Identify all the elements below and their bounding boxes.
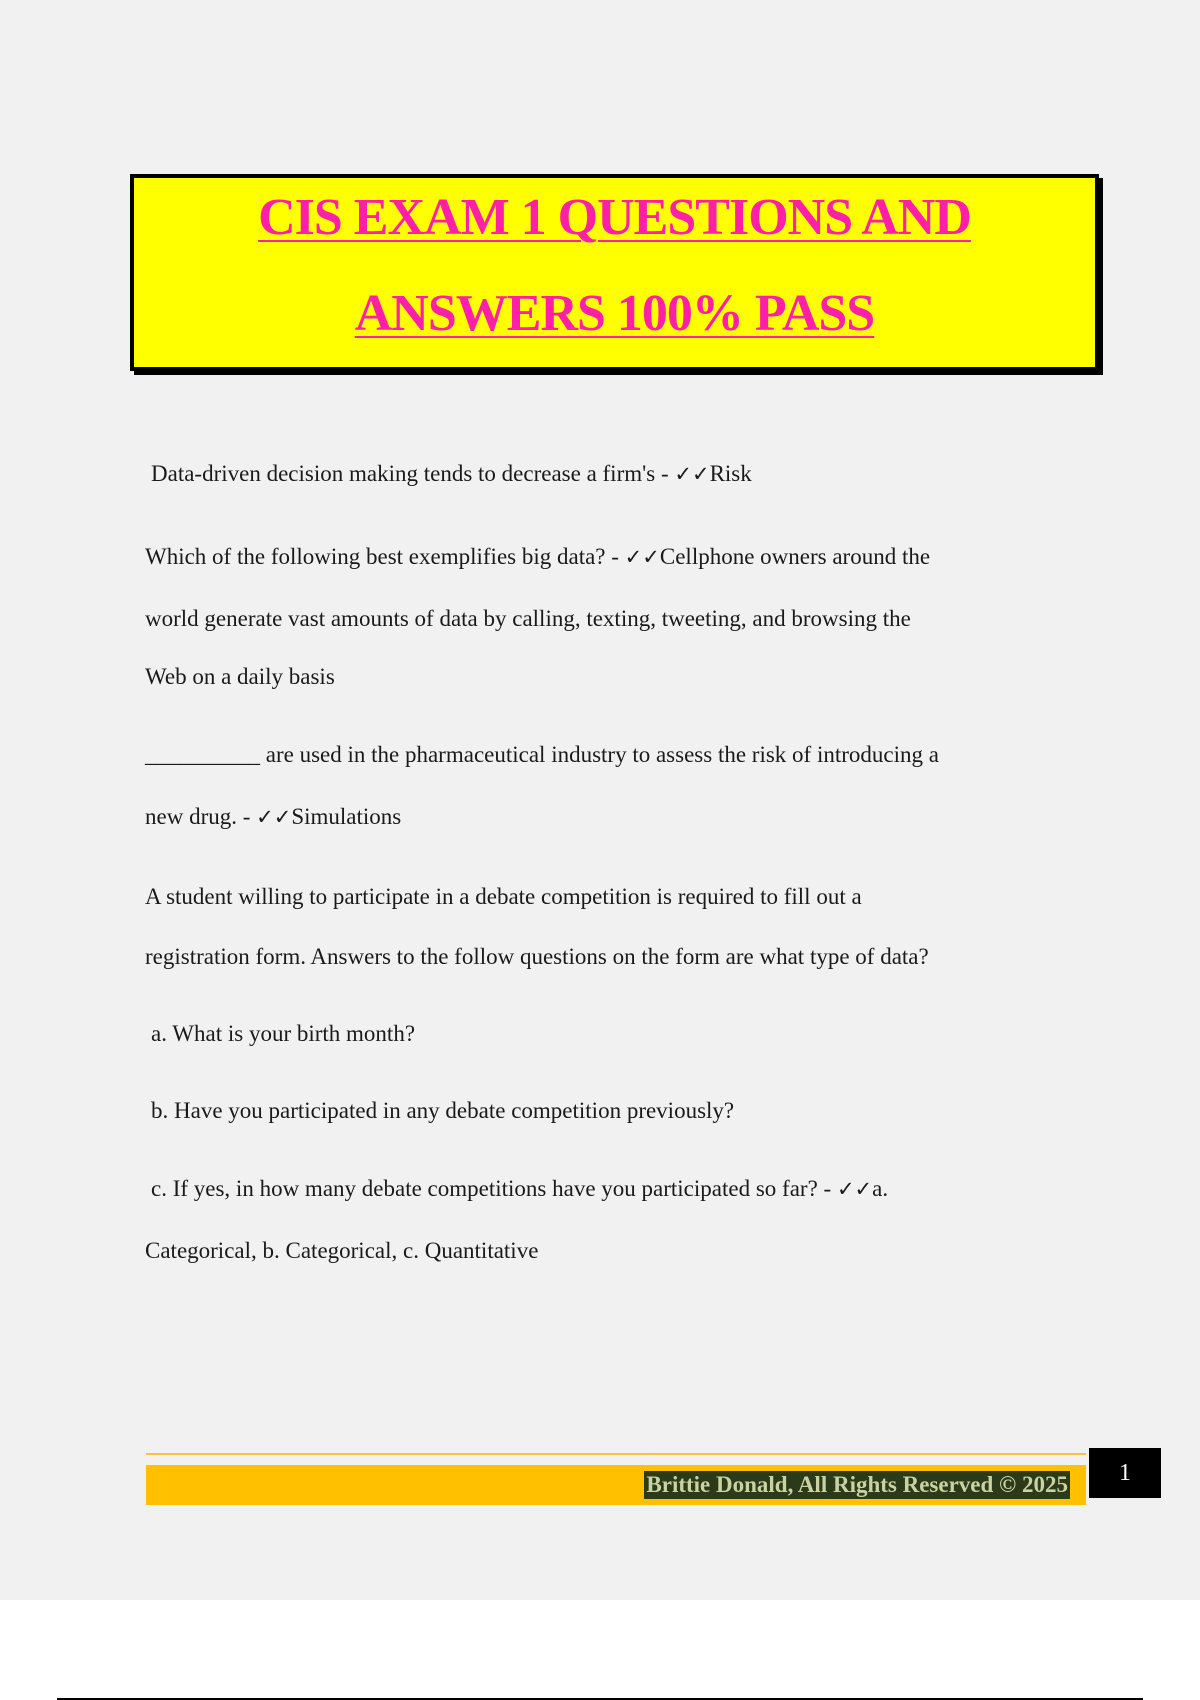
page-number: 1 xyxy=(1089,1448,1161,1498)
question-2-line-2: world generate vast amounts of data by calling, texting, tweeting, and browsing the xyxy=(145,606,911,631)
title-line-1: CIS EXAM 1 QUESTIONS AND xyxy=(258,189,971,246)
answer-4-start: a. xyxy=(872,1176,889,1201)
question-4-option-c-text: c. If yes, in how many debate competitions have you participated so far? - xyxy=(151,1176,837,1201)
footer-band xyxy=(146,1465,1086,1505)
answer-2-start: Cellphone owners around the xyxy=(659,544,931,569)
question-4-option-b: b. Have you participated in any debate competition previously? xyxy=(151,1098,735,1123)
check-icon: ✓✓ xyxy=(624,545,660,569)
title-line-2: ANSWERS 100% PASS xyxy=(354,285,875,342)
copyright-text: Brittie Donald, All Rights Reserved © 2025 xyxy=(646,1472,1068,1497)
check-icon: ✓✓ xyxy=(674,462,710,486)
question-2-text: Which of the following best exemplifies big data? - xyxy=(145,544,625,569)
check-icon: ✓✓ xyxy=(256,805,292,829)
answer-3: Simulations xyxy=(291,804,402,829)
question-1-text: Data-driven decision making tends to decrease a firm's - xyxy=(151,461,675,486)
footer-rule xyxy=(146,1453,1086,1455)
check-icon: ✓✓ xyxy=(836,1177,873,1201)
question-2-line-3: Web on a daily basis xyxy=(145,664,335,689)
question-4-line-1: A student willing to participate in a debate competition is required to fill out a xyxy=(145,884,862,909)
question-4-line-2: registration form. Answers to the follow questions on the form are what type of data? xyxy=(145,944,929,969)
question-1 xyxy=(151,461,752,487)
question-3-text: new drug. - xyxy=(145,804,257,829)
question-4-option-c xyxy=(151,1176,888,1202)
title-banner xyxy=(130,174,1099,371)
question-3-line-2 xyxy=(145,804,401,830)
question-4-option-a: a. What is your birth month? xyxy=(151,1021,416,1046)
answer-1: Risk xyxy=(709,461,752,486)
answer-4-line-2: Categorical, b. Categorical, c. Quantitative xyxy=(145,1238,539,1263)
question-3-line-1: __________ are used in the pharmaceutical industry to assess the risk of introducing a xyxy=(145,742,939,767)
question-2-line-1 xyxy=(145,544,930,570)
